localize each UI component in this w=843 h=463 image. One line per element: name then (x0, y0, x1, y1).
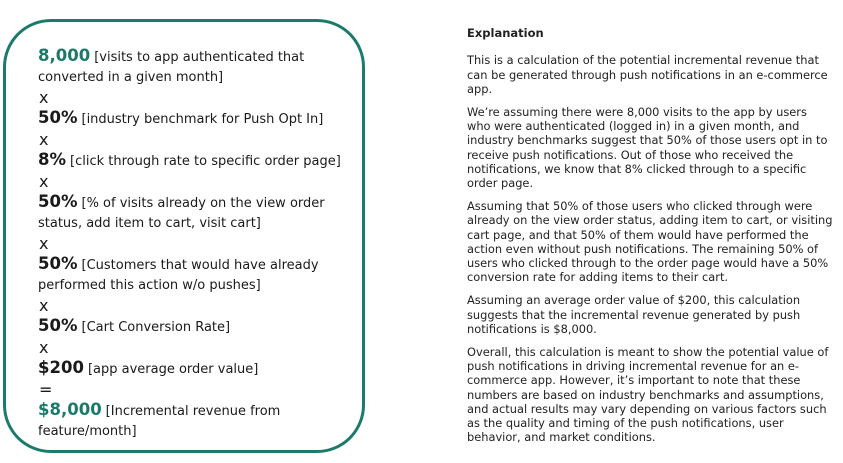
multiply-operator: x (39, 234, 49, 253)
calc-description: [visits to app authenticated that converted in a given month] (38, 50, 305, 85)
explanation-panel (467, 26, 833, 453)
equals-operator: = (39, 380, 53, 399)
explanation-paragraph: We’re assuming there were 8,000 visits to the app by users who were authenticated (logged in) in a given month, and industry benchmarks suggest that 50% of those users opt in to receive push notifications. Out of those who received the notifications, we know that 8% clicked through to a specific order page. (467, 104, 828, 191)
multiply-operator: x (39, 338, 49, 357)
calc-value: 8% (38, 150, 67, 169)
multiply-operator: x (39, 130, 49, 149)
explanation-paragraph: Assuming an average order value of $200, this calculation suggests that the incremental revenue generated by push notifications is $8,000. (467, 293, 801, 336)
explanation-heading: Explanation (467, 26, 544, 40)
calc-step-visits (38, 46, 358, 88)
calc-step-aov (38, 358, 358, 380)
calc-description: [Customers that would have already performed this action w/o pushes] (38, 258, 319, 293)
explanation-paragraph: This is a calculation of the potential incremental revenue that can be generated through push notifications in an e-commerce app. (467, 53, 828, 96)
calc-description: [industry benchmark for Push Opt In] (81, 112, 324, 127)
calc-value: 50% (38, 192, 78, 211)
calc-description: [Cart Conversion Rate] (81, 320, 231, 335)
calc-value: 50% (38, 316, 78, 335)
explanation-paragraph: Overall, this calculation is meant to show the potential value of push notifications in driving incremental revenue for an e-commerce app. However, it’s important to note that these numbers are based on industry benchmarks and assumptions, and actual results may vary depending on various factors such as the quality and timing of the push notifications, user behavior, and market conditions. (467, 344, 829, 445)
multiply-operator: x (39, 296, 49, 315)
calc-value: 8,000 (38, 46, 91, 65)
explanation-paragraph: Assuming that 50% of those users who clicked through were already on the view order status, adding item to cart, or visiting cart page, and that 50% of them would have performed the action even without push notifications. The remaining 50% of users who clicked through to the order page would have a 50% conversion rate for adding items to their cart. (467, 198, 833, 285)
calc-result-value: $8,000 (38, 400, 102, 419)
calculation-lines (38, 46, 358, 442)
calc-value: $200 (38, 358, 84, 377)
multiply-operator: x (39, 172, 49, 191)
calc-step-opt-in (38, 108, 358, 130)
calc-step-already-performed (38, 254, 358, 296)
multiply-operator: x (39, 88, 49, 107)
calc-description: [app average order value] (87, 362, 259, 377)
calc-description: [% of visits already on the view order status, add item to cart, visit cart] (38, 196, 325, 231)
calc-result (38, 400, 358, 442)
calc-value: 50% (38, 108, 78, 127)
calc-description: [click through rate to specific order page] (70, 154, 341, 169)
calc-result-description: [Incremental revenue from feature/month] (38, 404, 281, 439)
calc-step-already-on-page (38, 192, 358, 234)
calc-value: 50% (38, 254, 78, 273)
calc-step-ctr (38, 150, 358, 172)
calc-step-cart-conversion (38, 316, 358, 338)
